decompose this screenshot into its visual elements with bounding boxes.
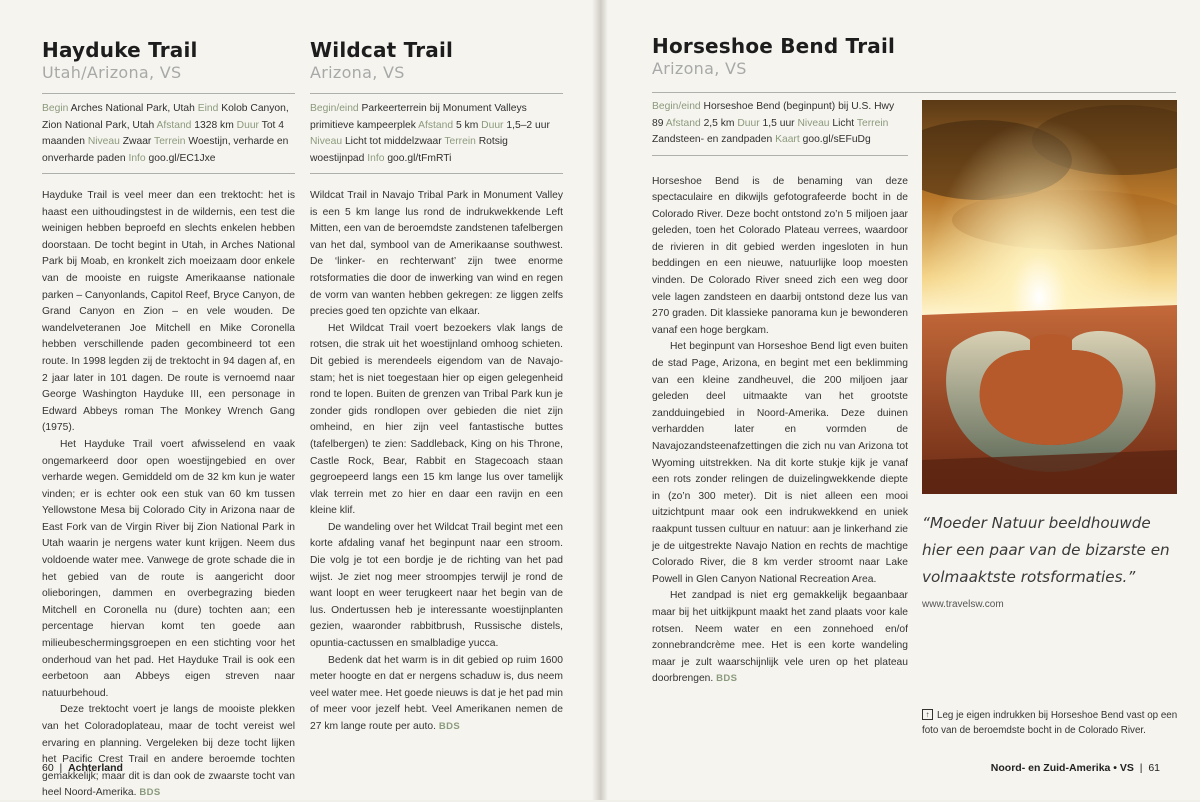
fact-value: Rotsig woestijnpad — [310, 136, 508, 164]
paragraph: Het Hayduke Trail voert afwisselend en vaak ongemarkeerd door open woestijngebied en over verharde wegen. Gemiddeld om de 32 km kun je water vinden; er is echter ook een stuk van 60 km tussen Yellowstone Mesa bij Colorado City in Arizona naar de East Fork van de Virgin River bij Zion National Park in Utah waarin je nergens water kunt krijgen. Neem dus voldoende water mee. Vanwege de grote schade die in het gebied van de route is aangericht door olieboringen, dammen en overbegrazing bieden Mitchell en Coronella nu (dure) tochten aan; een percentage hiervan komt ten goede aan milieubeschermingsgroepen en een stichting voor het onderhoud van het pad. Het Hayduke Trail is ook een eerbetoon aan Abbeys eigen streven naar natuurbehoud. — [42, 438, 295, 699]
fact-label: Eind — [197, 103, 219, 114]
fact-label: Duur — [737, 117, 760, 129]
section-name: Noord- en Zuid-Amerika • VS — [990, 762, 1134, 774]
quote-source: www.travelsw.com — [922, 599, 1004, 610]
fact-label: Begin/eind — [310, 103, 359, 114]
wildcat-rule — [310, 93, 563, 94]
fact-label: Afstand — [156, 119, 192, 131]
horseshoe-subtitle: Arizona, VS — [652, 59, 747, 78]
fact-label: Niveau — [797, 117, 830, 129]
fact-value: 1328 km — [194, 119, 234, 131]
wildcat-subtitle: Arizona, VS — [310, 63, 405, 82]
right-folio — [991, 762, 1160, 774]
fact-label: Terrein — [154, 136, 186, 147]
page-gutter — [592, 0, 608, 800]
fact-value: 1,5 uur — [762, 117, 795, 129]
pull-quote: “Moeder Natuur beeldhouwde hier een paar van de bizarste en volmaaktste rotsformaties.” — [922, 514, 1170, 586]
map-link[interactable]: goo.gl/sEFuDg — [802, 134, 871, 145]
hayduke-rule — [42, 93, 295, 94]
wildcat-body — [310, 188, 563, 736]
folio-separator: | — [1136, 762, 1146, 774]
paragraph: Horseshoe Bend is de benaming van deze spectaculaire en dikwijls gefotografeerde bocht in de Colorado River. Deze bocht ontstond zo’n 5 miljoen jaar geleden, toen het Colorado Plateau verrees, waardoor de rivieren in dit gebied werden ingesloten in hun beddingen en een nieuwe, natuurlijke loop moesten vinden. De Colorado River sneed zich een weg door vele lagen zandsteen en daarbij ontstond deze lus van 270 graden. Dit klassieke panorama kun je bewonderen vanaf een hoge bergkam. — [652, 175, 908, 336]
horseshoe-article — [652, 34, 908, 80]
horseshoe-bend-photo — [922, 100, 1177, 494]
fact-value: Zandsteen- en zandpaden — [652, 134, 773, 145]
fact-label: Niveau — [310, 136, 343, 147]
arrow-up-icon: ↑ — [922, 709, 933, 720]
fact-label: Kaart — [775, 134, 800, 145]
fact-value: 1,5–2 uur — [506, 119, 550, 131]
page-number: 60 — [42, 762, 54, 774]
hayduke-title: Hayduke Trail — [42, 38, 198, 62]
fact-label: Begin — [42, 103, 69, 114]
fact-value: Woestijn, verharde en onverharde paden — [42, 136, 289, 164]
fact-label: Info — [128, 152, 146, 164]
paragraph: Hayduke Trail is veel meer dan een trektocht: het is haast een uithoudingstest in de wildernis, een test die weinigen hebben beproefd en slechts enkelen hebben doorstaan. De tocht begint in Utah, in Arches National Park bij Moab, en kronkelt zich moeizaam door enkele van de mooiste en ruigste Amerikaanse nationale parken – Canyonlands, Capitol Reef, Bryce Canyon, de Grand Canyon en Zion – en vele wouden. De wandelveteranen Joe Mitchell en Mike Coronella hebben verschillende paden gecombineerd tot een route. In 1998 legden zij de trektocht in 94 dagen af, en 2 jaar later in 101 dagen. De route is vernoemd naar George Washington Hayduke III, een personage in Edward Abbeys roman The Monkey Wrench Gang (1975). — [42, 190, 295, 434]
horseshoe-body — [652, 174, 908, 688]
photo-illustration — [922, 100, 1177, 494]
caption-text: Leg je eigen indrukken bij Horseshoe Bend vast op een foto van de beroemdste bocht in de Colorado River. — [922, 710, 1178, 736]
left-folio — [42, 762, 123, 774]
wildcat-title: Wildcat Trail — [310, 38, 454, 62]
fact-value: Tot 4 maanden — [42, 119, 284, 147]
paragraph: Wildcat Trail in Navajo Tribal Park in Monument Valley is een 5 km lange lus rond de indrukwekkende Left Mitten, een van de beroemdste zandstenen tafelbergen van het dal, symbool van de Amerikaanse southwest. De ‘linker- en rechterwant’ zijn twee enorme rotsformaties die door de inwerking van wind en regen de vorm van wanten hebben gekregen: ze liggen zelfs precies goed ten opzichte van elkaar. — [310, 190, 563, 318]
horseshoe-rule — [652, 92, 1176, 93]
horseshoe-title: Horseshoe Bend Trail — [652, 34, 896, 58]
fact-label: Info — [367, 152, 385, 164]
author-signature: BDS — [716, 673, 738, 685]
section-name: Achterland — [68, 762, 123, 774]
fact-value: 2,5 km — [703, 117, 735, 129]
paragraph — [652, 588, 908, 688]
wildcat-facts — [310, 101, 563, 174]
paragraph — [42, 702, 295, 802]
paragraph: Het Wildcat Trail voert bezoekers vlak langs de rotsen, die strak uit het woestijnland omhoog schieten. Dit gebied is merendeels eigendom van de Navajo-stam; het is niet toegestaan hier op eigen gelegenheid rond te lopen. Buiten de grenzen van Tribal Park kun je zonder gids rondlopen over gebieden die niet zijn omheind, en hier zijn veel fantastische buttes (tafelbergen) te zien: Saddleback, King on his Throne, Castle Rock, Bear, Rabbit en Stagecoach staan gegroepeerd langs een 15 km lange lus over tamelijk vlak terrein met zo hier en daar een ravijn en een kleine klif. — [310, 322, 563, 517]
fact-value: Kolob Canyon, Zion National Park, Utah — [42, 103, 289, 131]
folio-separator: | — [56, 762, 66, 774]
paragraph-text: Bedenk dat het warm is in dit gebied op ruim 1600 meter hoogte en dat er nergens schaduw is, dus neem veel water mee. Het goede nieuws is dat je het pad min of meer voor jezelf hebt. Veel Amerikanen nemen de 27 km lange route per auto. — [310, 654, 563, 732]
author-signature: BDS — [438, 721, 461, 732]
photo-caption — [922, 708, 1180, 738]
wildcat-article — [310, 38, 563, 736]
info-link[interactable]: goo.gl/EC1Jxe — [148, 152, 216, 164]
fact-value: Licht — [832, 117, 855, 129]
fact-value: 5 km — [455, 119, 479, 131]
hayduke-body — [42, 188, 295, 802]
fact-label: Duur — [236, 119, 259, 131]
fact-value: Arches National Park, Utah — [70, 103, 195, 114]
fact-label: Niveau — [87, 136, 120, 147]
hayduke-facts — [42, 101, 295, 174]
paragraph-text: Het zandpad is niet erg gemakkelijk begaanbaar maar bij het uitkijkpunt maakt het zand plaats voor kale rotsen. Neem water en een zonnehoed en/of zonnebrandcrème mee. Het is een korte wandeling maar je zult waarschijnlijk vele uren op het plateau doorbrengen. — [652, 590, 908, 685]
paragraph: Het beginpunt van Horseshoe Bend ligt even buiten de stad Page, Arizona, en begint met een beklimming van een kleine zandheuvel, die 200 miljoen jaar geleden deel uitmaakte van het grootste zandduingebied in Noord-Amerika. Deze duinen verhardden later en vormden de Navajozandsteenafzettingen die zich nu van Arizona tot Wyoming uitstrekken. Na dit korte stukje kijk je vanaf een rots zonder relingen de duizelingwekkende diepte in (zo’n 300 meter). Dit is niet alleen een mooi uitzichtpunt maar ook een indrukwekkend en uniek raakpunt tussen cultuur en natuur: aan je linkerhand zie je de uitgestrekte Navajo Nation en rechts de machtige Colorado River, die 8 km verder stroomt naar Lake Powell in Glen Canyon National Recreation Area. — [652, 341, 908, 585]
author-signature: BDS — [139, 787, 161, 799]
horseshoe-top-rule — [652, 92, 1176, 93]
hayduke-article — [42, 38, 295, 802]
fact-value: Parkeerterrein bij Monument Valleys primitieve kampeerplek — [310, 103, 527, 131]
fact-label: Afstand — [665, 117, 701, 129]
horseshoe-column — [652, 99, 908, 688]
fact-value: Zwaar — [122, 136, 152, 147]
fact-label: Terrein — [856, 117, 889, 129]
fact-value: Horseshoe Bend (beginpunt) bij U.S. Hwy 89 — [652, 101, 895, 129]
fact-label: Duur — [481, 119, 504, 131]
fact-label: Terrein — [444, 136, 476, 147]
fact-label: Begin/eind — [652, 101, 701, 112]
paragraph — [310, 653, 563, 736]
info-link[interactable]: goo.gl/tFmRTi — [387, 152, 452, 164]
paragraph: De wandeling over het Wildcat Trail begint met een korte afdaling vanaf het beginpunt naar een stroom. Die volg je tot een bordje je de richting van het pad wijst. Je ziet nog meer stroompjes terwijl je rond de want loopt en weer terugkeert naar het begin van de lus. Ondertussen heb je interessante woestijnplanten gezien, waaronder rabbitbrush, Russische distels, opuntia-cactussen en smalbladige yucca. — [310, 521, 563, 650]
horseshoe-facts — [652, 99, 908, 156]
fact-value: Licht tot middelzwaar — [344, 136, 442, 147]
fact-label: Afstand — [418, 119, 454, 131]
page-number: 61 — [1148, 762, 1160, 774]
hayduke-subtitle: Utah/Arizona, VS — [42, 63, 182, 82]
paragraph-text: Deze trektocht voert je langs de mooiste plekken van het Coloradoplateau, maar de tocht vereist wel ervaring en planning. Vergeleken bij deze tocht lijken het Pacific Crest Trail en andere beroemde tochten gemakkelijk; maar dit is dan ook de zwaarste tocht van heel Noord-Amerika. — [42, 704, 295, 799]
